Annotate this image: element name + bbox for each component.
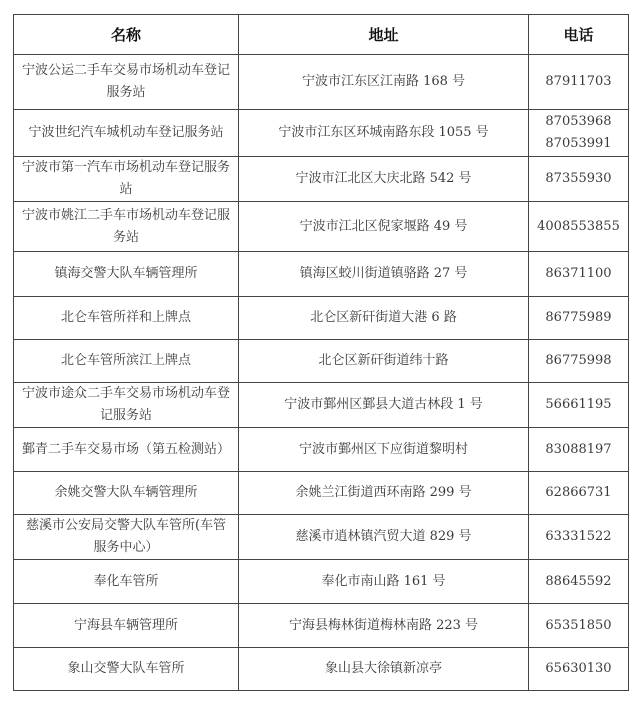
- table-row: [14, 428, 629, 472]
- phone-number: 4008553855: [537, 218, 620, 234]
- cell-address: 宁波市江东区江南路 168 号: [239, 55, 529, 110]
- table-row: [14, 515, 629, 560]
- phone-number: 86775989: [545, 310, 612, 325]
- cell-name: 宁海县车辆管理所: [14, 604, 239, 648]
- cell-name: 奉化车管所: [14, 560, 239, 604]
- phone-number: 56661195: [545, 397, 612, 412]
- cell-name: 象山交警大队车管所: [14, 648, 239, 691]
- cell-phone: [529, 383, 629, 428]
- cell-phone: [529, 252, 629, 297]
- cell-name: 镇海交警大队车辆管理所: [14, 252, 239, 297]
- cell-address: 宁波市鄞州区鄞县大道古林段 1 号: [239, 383, 529, 428]
- cell-address: 宁波市江北区倪家堰路 49 号: [239, 202, 529, 252]
- cell-name: 慈溪市公安局交警大队车管所(车管服务中心）: [14, 515, 239, 560]
- cell-name: 宁波市途众二手车交易市场机动车登记服务站: [14, 383, 239, 428]
- phone-number: 65630130: [545, 661, 612, 676]
- cell-phone: [529, 560, 629, 604]
- table-header-row: [14, 15, 629, 55]
- cell-phone: [529, 110, 629, 157]
- service-station-table: [13, 14, 629, 691]
- phone-number: 87911703: [545, 74, 612, 89]
- header-address: 地址: [239, 15, 529, 55]
- table-row: [14, 297, 629, 340]
- cell-name: 余姚交警大队车辆管理所: [14, 472, 239, 515]
- phone-number: 63331522: [545, 529, 612, 544]
- cell-phone: [529, 157, 629, 202]
- cell-name: 北仑车管所滨江上牌点: [14, 340, 239, 383]
- table-row: [14, 648, 629, 691]
- cell-address: 北仑区新矸街道纬十路: [239, 340, 529, 383]
- cell-name: 宁波公运二手车交易市场机动车登记服务站: [14, 55, 239, 110]
- cell-name: 宁波市第一汽车市场机动车登记服务站: [14, 157, 239, 202]
- cell-address: 象山县大徐镇新凉亭: [239, 648, 529, 691]
- phone-number: 86775998: [545, 353, 612, 368]
- phone-number: 87053991: [545, 136, 612, 151]
- cell-name: 宁波市姚江二手车市场机动车登记服务站: [14, 202, 239, 252]
- table-row: [14, 604, 629, 648]
- table-row: [14, 383, 629, 428]
- phone-number: 65351850: [545, 617, 612, 633]
- phone-number: 86371100: [545, 266, 612, 281]
- cell-name: 北仑车管所祥和上牌点: [14, 297, 239, 340]
- header-phone: 电话: [529, 15, 629, 55]
- cell-phone: [529, 297, 629, 340]
- cell-phone: [529, 648, 629, 691]
- cell-name: 鄞青二手车交易市场（第五检测站）: [14, 428, 239, 472]
- table-row: [14, 472, 629, 515]
- cell-phone: [529, 472, 629, 515]
- cell-address: 镇海区蛟川街道镇骆路 27 号: [239, 252, 529, 297]
- cell-address: 慈溪市逍林镇汽贸大道 829 号: [239, 515, 529, 560]
- cell-address: 奉化市南山路 161 号: [239, 560, 529, 604]
- table-row: [14, 252, 629, 297]
- cell-phone: [529, 202, 629, 252]
- header-name: 名称: [14, 15, 239, 55]
- cell-address: 宁波市鄞州区下应街道黎明村: [239, 428, 529, 472]
- phone-number: 87053968: [545, 114, 612, 129]
- table-row: [14, 340, 629, 383]
- cell-phone: [529, 428, 629, 472]
- table-row: [14, 110, 629, 157]
- cell-phone: [529, 604, 629, 648]
- cell-phone: [529, 515, 629, 560]
- cell-address: 宁海县梅林街道梅林南路 223 号: [239, 604, 529, 648]
- cell-address: 北仑区新矸街道大港 6 路: [239, 297, 529, 340]
- cell-address: 宁波市江北区大庆北路 542 号: [239, 157, 529, 202]
- phone-number: 87355930: [545, 171, 612, 186]
- table-row: [14, 157, 629, 202]
- phone-number: 83088197: [545, 441, 612, 457]
- table-row: [14, 560, 629, 604]
- table-body: [14, 55, 629, 691]
- phone-number: 88645592: [545, 573, 612, 589]
- table-row: [14, 55, 629, 110]
- cell-phone: [529, 340, 629, 383]
- cell-phone: [529, 55, 629, 110]
- cell-name: 宁波世纪汽车城机动车登记服务站: [14, 110, 239, 157]
- phone-number: 62866731: [545, 485, 612, 500]
- cell-address: 宁波市江东区环城南路东段 1055 号: [239, 110, 529, 157]
- cell-address: 余姚兰江街道西环南路 299 号: [239, 472, 529, 515]
- table-row: [14, 202, 629, 252]
